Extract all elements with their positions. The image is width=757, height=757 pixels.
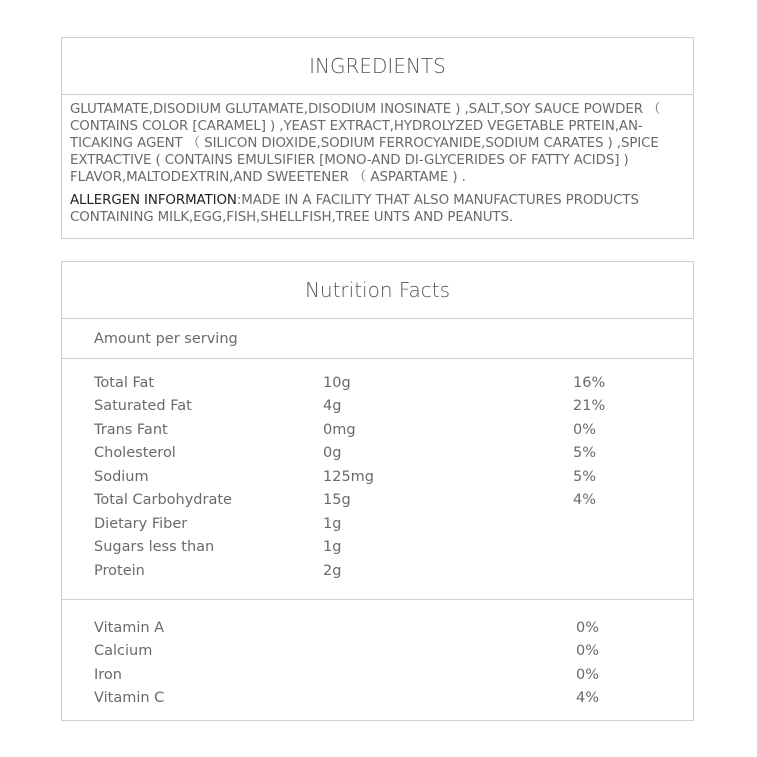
nutrient-amount: 15g (323, 492, 351, 509)
nutrient-name: Protein (94, 562, 145, 579)
ingredients-body (62, 95, 693, 226)
nutrition-title: Nutrition Facts (62, 262, 693, 319)
nutrient-name: Total Carbohydrate (94, 492, 232, 509)
vitamin-name: Calcium (94, 643, 153, 660)
ingredients-panel (61, 37, 694, 239)
nutrient-amount: 1g (323, 515, 342, 532)
table-row (62, 371, 693, 395)
nutrient-daily-value: 21% (573, 398, 606, 415)
table-row (62, 465, 693, 489)
nutrient-amount: 0mg (323, 421, 356, 438)
nutrient-name: Saturated Fat (94, 398, 192, 415)
nutrient-daily-value: 16% (573, 374, 606, 391)
vitamin-name: Vitamin A (94, 619, 165, 636)
nutrient-name: Sodium (94, 468, 149, 485)
table-row (62, 418, 693, 442)
table-row (62, 395, 693, 419)
nutrient-name: Cholesterol (94, 445, 176, 462)
nutrient-table (62, 359, 693, 600)
vitamin-daily-value: 0% (576, 619, 600, 636)
allergen-text: :MADE IN A FACILITY THAT ALSO MANUFACTURES PRODUCTS CONTAINING MILK,EGG,FISH,SHELLFISH,TREE UNTS AND PEANUTS. (70, 193, 639, 225)
vitamin-daily-value: 4% (576, 690, 600, 707)
ingredients-text: GLUTAMATE,DISODIUM GLUTAMATE,DISODIUM INOSINATE ) ,SALT,SOY SAUCE POWDER （ CONTAINS COLOR [CARAMEL] ) ,YEAST EXTRACT,HYDROLYZED VEGETABLE PRTEIN,AN-TICAKING AGENT （ SILICON DIOXIDE,SODIUM FERROCYANIDE,SODIUM CARATES ) ,SPICE EXTRACTIVE ( CONTAINS EMULSIFIER [MONO-AND DI-GLYCERIDES OF FATTY ACIDS] ) FLAVOR,MALTODEXTRIN,AND SWEETENER （ ASPARTAME ) . (70, 102, 661, 185)
allergen-information (70, 192, 685, 226)
nutrient-daily-value: 0% (573, 421, 597, 438)
vitamin-name: Iron (94, 666, 122, 683)
nutrient-daily-value: 5% (573, 468, 597, 485)
ingredients-title: INGREDIENTS (62, 38, 693, 95)
nutrient-name: Sugars less than (94, 539, 215, 556)
nutrient-daily-value: 5% (573, 445, 597, 462)
vitamin-table (62, 600, 693, 710)
nutrient-amount: 4g (323, 398, 342, 415)
nutrient-amount: 125mg (323, 468, 375, 485)
table-row (62, 687, 693, 711)
table-row (62, 442, 693, 466)
nutrient-amount: 1g (323, 539, 342, 556)
table-row (62, 616, 693, 640)
table-row (62, 512, 693, 536)
nutrition-facts-panel (61, 261, 694, 721)
table-row (62, 536, 693, 560)
nutrient-amount: 10g (323, 374, 351, 391)
nutrient-name: Dietary Fiber (94, 515, 188, 532)
vitamin-daily-value: 0% (576, 666, 600, 683)
vitamin-name: Vitamin C (94, 690, 165, 707)
serving-label: Amount per serving (62, 319, 693, 359)
nutrient-amount: 2g (323, 562, 342, 579)
vitamin-daily-value: 0% (576, 643, 600, 660)
nutrient-name: Total Fat (94, 374, 155, 391)
table-row (62, 640, 693, 664)
table-row (62, 559, 693, 583)
table-row (62, 663, 693, 687)
nutrient-name: Trans Fant (94, 421, 168, 438)
nutrient-amount: 0g (323, 445, 342, 462)
nutrient-daily-value: 4% (573, 492, 597, 509)
table-row (62, 489, 693, 513)
allergen-label: ALLERGEN INFORMATION (70, 193, 237, 208)
